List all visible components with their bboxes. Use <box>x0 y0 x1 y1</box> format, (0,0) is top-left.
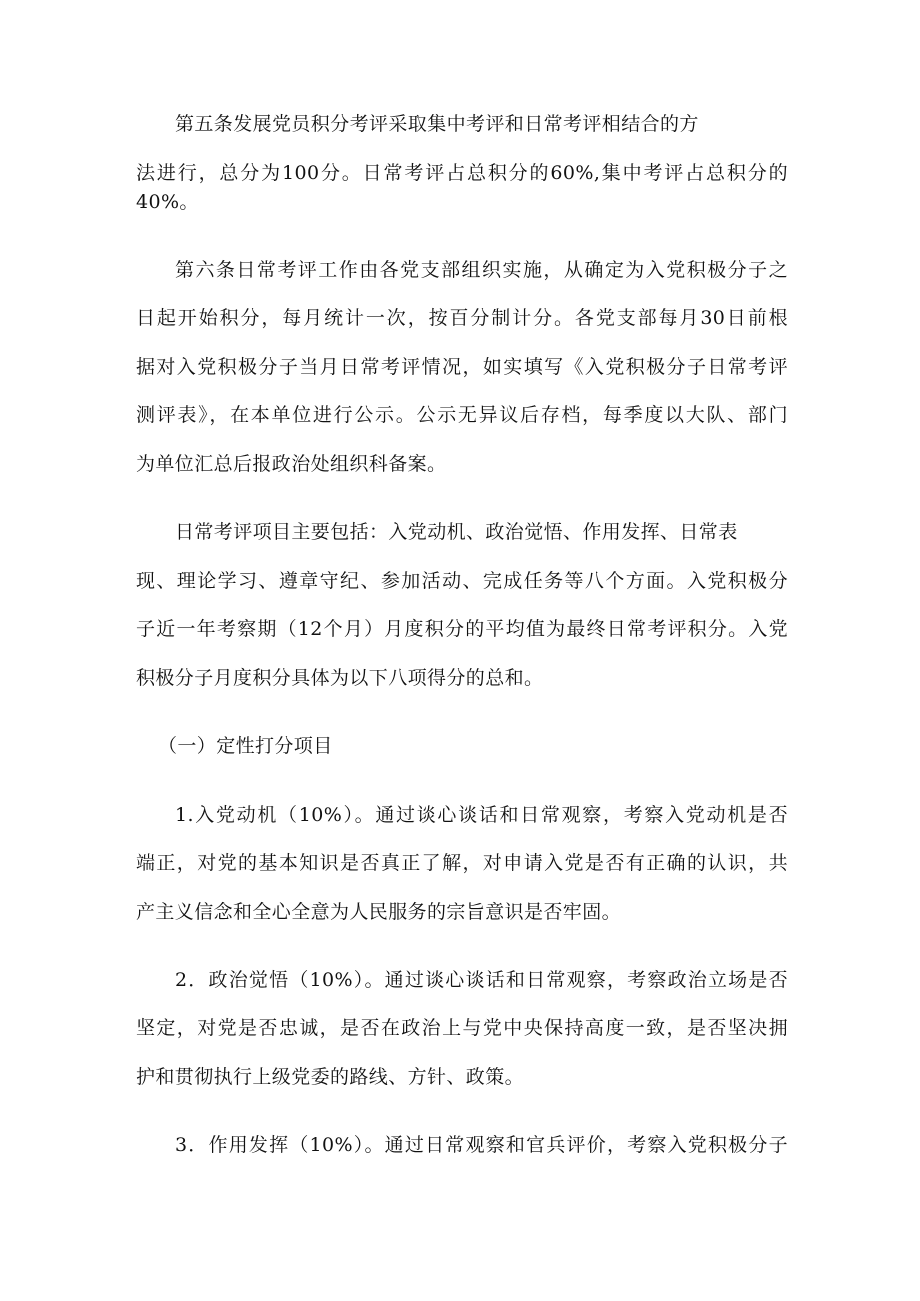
article6-line-4: 测评表》，在本单位进行公示。公示无异议后存档，每季度以大队、部门 <box>136 404 788 426</box>
item2-line-1: 2．政治觉悟（10%）。通过谈心谈话和日常观察，考察政治立场是否 <box>175 969 788 991</box>
article5-line-2: 法进行，总分为100分。日常考评占总积分的60%,集中考评占总积分的 <box>136 162 788 184</box>
article5-line-3: 40%。 <box>136 191 199 213</box>
item3-line-1: 3．作用发挥（10%）。通过日常观察和官兵评价，考察入党积极分子 <box>175 1134 788 1156</box>
daily-items-line-2: 现、理论学习、遵章守纪、参加活动、完成任务等八个方面。入党积极分 <box>136 570 788 592</box>
daily-items-line-1: 日常考评项目主要包括：入党动机、政治觉悟、作用发挥、日常表 <box>175 521 738 543</box>
item2-line-2: 坚定，对党是否忠诚，是否在政治上与党中央保持高度一致，是否坚决拥 <box>136 1017 788 1039</box>
article6-line-1: 第六条日常考评工作由各党支部组织实施，从确定为入党积极分子之 <box>175 259 788 281</box>
item1-line-2: 端正，对党的基本知识是否真正了解，对申请入党是否有正确的认识，共 <box>136 852 788 874</box>
item2-line-3: 护和贯彻执行上级党委的路线、方针、政策。 <box>136 1066 525 1088</box>
item1-line-1: 1.入党动机（10%）。通过谈心谈话和日常观察，考察入党动机是否 <box>175 804 788 826</box>
article6-line-5: 为单位汇总后报政治处组织科备案。 <box>136 453 447 475</box>
article6-line-2: 日起开始积分，每月统计一次，按百分制计分。各党支部每月30日前根 <box>136 307 788 329</box>
section-heading: （一）定性打分项目 <box>158 735 333 757</box>
item1-line-3: 产主义信念和全心全意为人民服务的宗旨意识是否牢固。 <box>136 901 622 923</box>
article5-line-1: 第五条发展党员积分考评采取集中考评和日常考评相结合的方 <box>175 113 699 135</box>
article6-line-3: 据对入党积极分子当月日常考评情况，如实填写《入党积极分子日常考评 <box>136 356 788 378</box>
daily-items-line-3: 子近一年考察期（12个月）月度积分的平均值为最终日常考评积分。入党 <box>136 618 788 640</box>
daily-items-line-4: 积极分子月度积分具体为以下八项得分的总和。 <box>136 667 544 689</box>
